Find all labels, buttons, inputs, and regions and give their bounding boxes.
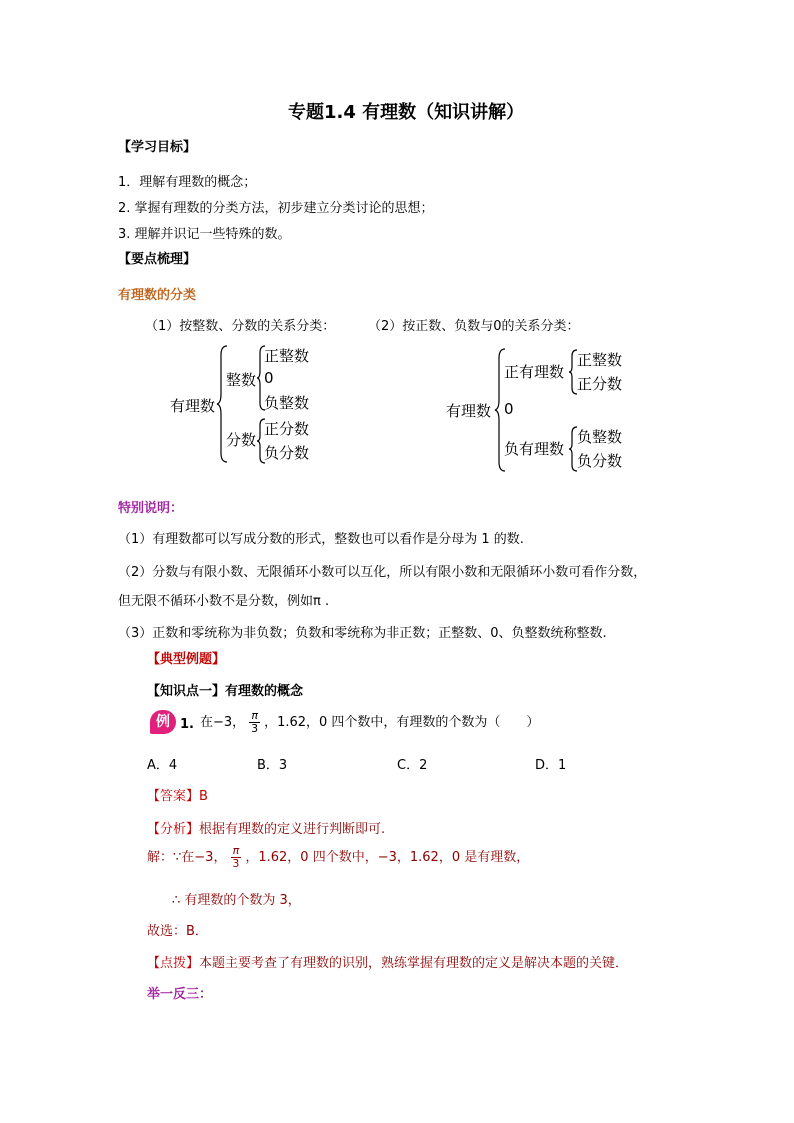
typical-heading: 【典型例题】 bbox=[147, 652, 226, 667]
tree1-root: 有理数 bbox=[170, 397, 216, 415]
tip-text: 本题主要考查了有理数的识别，熟练掌握有理数的定义是解决本题的关键． bbox=[199, 956, 629, 971]
tree2-pos-item: 正分数 bbox=[577, 375, 623, 393]
solution-suffix: ，1.62，0 四个数中，−3，1.62，0 是有理数， bbox=[245, 850, 530, 865]
tree2-neg-item: 负整数 bbox=[577, 428, 623, 446]
answer-value: B bbox=[199, 789, 208, 804]
tip-label: 【点拨】 bbox=[147, 956, 200, 971]
tree1-frac-item: 负分数 bbox=[264, 444, 310, 462]
question-text bbox=[200, 710, 539, 735]
solution-label: 解： bbox=[147, 850, 174, 865]
answer-label: 【答案】 bbox=[147, 789, 200, 804]
classification-caption-1: （1）按整数、分数的关系分类： bbox=[145, 319, 336, 334]
solution-line bbox=[147, 845, 529, 870]
tree1-int-item: 0 bbox=[264, 369, 274, 387]
tree1-int-item: 负整数 bbox=[264, 394, 310, 412]
goal-item: 1．理解有理数的概念； bbox=[118, 175, 257, 190]
fraction-denominator: 3 bbox=[232, 857, 240, 870]
note-item: （3）正数和零统称为非负数；负数和零统称为非正数；正整数、0、负整数统称整数. bbox=[118, 626, 607, 641]
classification-caption-2: （2）按正数、负数与0的关系分类： bbox=[368, 319, 580, 334]
example-badge: 例 bbox=[150, 710, 176, 734]
tree2-negative: 负有理数 bbox=[504, 440, 565, 458]
note-item: （2）分数与有限小数、无限循环小数可以互化，所以有限小数和无限循环小数可看作分数， bbox=[118, 565, 647, 580]
therefore-line: ∴ 有理数的个数为 3， bbox=[172, 893, 301, 908]
answer-line bbox=[147, 785, 208, 804]
analysis-text: 根据有理数的定义进行判断即可. bbox=[199, 822, 386, 837]
option-d: D．1 bbox=[535, 758, 567, 773]
fraction-numerator: π bbox=[232, 844, 240, 857]
tree2-pos-item: 正整数 bbox=[577, 351, 623, 369]
option-a: A．4 bbox=[147, 758, 178, 773]
option-b: B．3 bbox=[257, 758, 288, 773]
solution-prefix: ∵在−3， bbox=[173, 850, 227, 865]
tree2-neg-item: 负分数 bbox=[577, 452, 623, 470]
tree2-positive: 正有理数 bbox=[504, 363, 565, 381]
tree1-fraction: 分数 bbox=[226, 431, 257, 449]
goal-item: 2. 掌握有理数的分类方法，初步建立分类讨论的思想； bbox=[118, 201, 434, 216]
note-item: 但无限不循环小数不是分数，例如π . bbox=[118, 594, 330, 609]
fraction-numerator: π bbox=[251, 709, 258, 722]
tree1-frac-item: 正分数 bbox=[264, 420, 310, 438]
tree1-int-item: 正整数 bbox=[264, 347, 310, 365]
analysis-line bbox=[147, 818, 385, 837]
tree2-root: 有理数 bbox=[446, 402, 492, 420]
fraction-denominator: 3 bbox=[251, 722, 259, 735]
tree2-zero: 0 bbox=[504, 400, 514, 418]
page-title: 专题1.4 有理数（知识讲解） bbox=[288, 102, 525, 123]
note-item: （1）有理数都可以写成分数的形式，整数也可以看作是分母为 1 的数. bbox=[118, 532, 524, 547]
tree1-integer: 整数 bbox=[226, 371, 257, 389]
question-prefix: 在−3， bbox=[200, 715, 246, 730]
pi-over-3-fraction bbox=[249, 710, 260, 735]
pi-over-3-fraction bbox=[231, 845, 242, 870]
goals-heading: 【学习目标】 bbox=[118, 140, 197, 155]
goal-item: 3. 理解并识记一些特殊的数。 bbox=[118, 227, 291, 242]
practice-heading: 举一反三： bbox=[147, 987, 213, 1002]
point1-heading: 【知识点一】有理数的概念 bbox=[147, 684, 304, 699]
section-heading: 有理数的分类 bbox=[118, 288, 197, 303]
choose-line: 故选：B． bbox=[147, 924, 208, 939]
analysis-label: 【分析】 bbox=[147, 822, 200, 837]
special-heading: 特别说明： bbox=[118, 501, 184, 516]
question-number: 1. bbox=[180, 717, 194, 732]
tip-line bbox=[147, 952, 628, 971]
option-c: C．2 bbox=[397, 758, 428, 773]
key-heading: 【要点梳理】 bbox=[118, 252, 197, 267]
question-suffix: ，1.62，0 四个数中，有理数的个数为（ ） bbox=[264, 715, 540, 730]
